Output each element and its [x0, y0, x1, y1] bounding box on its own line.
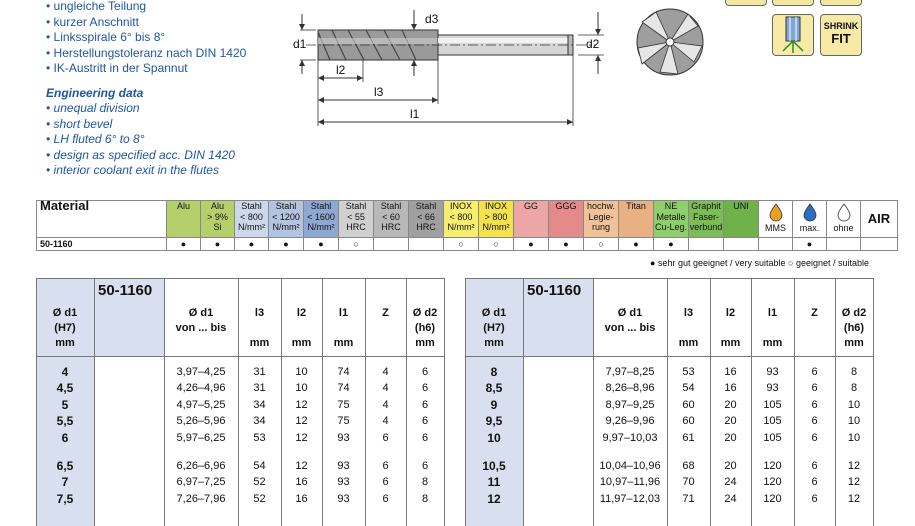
table-cell: 93	[766, 366, 779, 378]
table-cell: 93	[766, 382, 779, 395]
suitability-mark: ○	[339, 238, 374, 251]
suitability-mark: ○	[444, 238, 479, 251]
diameter-cell: 11	[487, 475, 501, 490]
table-cell: 11,97–12,03	[599, 492, 661, 505]
table-cell: 12	[295, 415, 308, 428]
dimension-table-left	[36, 278, 444, 526]
diameter-cell: 10	[487, 430, 501, 445]
material-column-header: Stahl < 800 N/mm²	[235, 201, 269, 238]
feature-item: • interior coolant exit in the flutes	[46, 163, 235, 179]
table-cell: 93	[337, 492, 350, 505]
material-column-header: hochw. Legie- rung	[584, 201, 619, 238]
material-column-header: UNI	[724, 201, 759, 238]
material-column-header: Alu	[167, 201, 201, 238]
table-cell: 6	[382, 492, 389, 505]
diameter-cell: 9,5	[485, 414, 503, 429]
dimension-table-right	[465, 278, 873, 526]
coolant-column-header	[759, 201, 793, 238]
table-cell: 5,97–6,25	[176, 431, 226, 444]
feature-item: • kurzer Anschnitt	[46, 15, 246, 31]
table-cell: 93	[337, 431, 350, 444]
tool-icon-3	[820, 0, 862, 6]
table-cell: 54	[253, 460, 266, 472]
table-cell: 6	[421, 415, 429, 428]
table-cell: 6	[811, 415, 818, 428]
article-number: 50-1160	[37, 238, 167, 251]
material-column-header: Alu > 9% Si	[201, 201, 235, 238]
feature-item: • Herstellungstoleranz nach DIN 1420	[46, 46, 246, 62]
column-divider	[873, 278, 874, 526]
header-divider	[36, 356, 444, 357]
suitability-mark: ○	[584, 238, 619, 251]
material-column-header: Graphit Faser- verbund	[689, 201, 724, 238]
column-header-l2: l2 mm	[291, 307, 312, 349]
table-cell: 120	[763, 492, 782, 505]
table-cell: 61	[682, 431, 695, 444]
features-german	[46, 0, 246, 77]
suitability-mark: ●	[793, 238, 827, 251]
suitability-mark	[759, 238, 793, 251]
fit-label: FIT	[831, 31, 851, 46]
table-cell: 16	[724, 382, 737, 395]
feature-item: • LH fluted 6° to 8°	[46, 132, 235, 148]
table-cell: 24	[724, 476, 737, 489]
table-cell: 4,97–5,25	[176, 398, 226, 411]
table-cell: 10,97–11,96	[599, 476, 661, 489]
table-cell: 12	[295, 431, 308, 444]
feature-item: • unequal division	[46, 101, 235, 117]
column-header-z: Z	[811, 307, 818, 319]
table-cell: 6	[421, 431, 429, 444]
column-header-d1: Ø d1 (H7) mm	[52, 307, 78, 349]
table-cell: 105	[763, 431, 782, 444]
table-cell: 6	[811, 366, 818, 378]
table-cell: 4	[382, 398, 389, 411]
drop-empty-icon	[836, 203, 852, 223]
coolant-label: max.	[799, 223, 820, 233]
column-header-z: Z	[382, 307, 389, 319]
material-heading: Material	[37, 201, 167, 238]
table-cell: 74	[337, 382, 350, 395]
material-column-header: GGG	[549, 201, 584, 238]
column-header-l1: l1 mm	[762, 307, 783, 349]
table-cell: 105	[763, 415, 782, 428]
dim-label-l2: l2	[336, 63, 346, 77]
table-cell: 10	[847, 415, 861, 428]
table-cell: 8,26–8,96	[605, 382, 655, 395]
table-top-border	[36, 278, 444, 279]
table-cell: 9,26–9,96	[605, 415, 655, 428]
table-cell: 7,26–7,96	[176, 492, 226, 505]
table-cell: 31	[253, 382, 266, 395]
features-english	[46, 101, 235, 179]
drop-blue-icon	[802, 203, 818, 223]
suitability-mark: ●	[549, 238, 584, 251]
table-cell: 8,97–9,25	[605, 398, 655, 411]
dim-label-l1: l1	[410, 107, 420, 121]
table-cell: 34	[253, 415, 266, 428]
material-column-header: Stahl < 55 HRC	[339, 201, 374, 238]
feature-item: • ungleiche Teilung	[46, 0, 246, 15]
table-cell: 75	[337, 398, 350, 411]
table-cell: 20	[724, 460, 737, 472]
feature-item: • design as specified acc. DIN 1420	[46, 148, 235, 164]
diameter-cell: 4,5	[56, 381, 74, 396]
table-top-border	[465, 278, 873, 279]
table-cell: 74	[337, 366, 350, 378]
table-cell: 6	[811, 398, 818, 411]
column-divider	[523, 278, 524, 526]
suitability-mark	[689, 238, 724, 251]
table-cell: 52	[253, 492, 266, 505]
material-column-header: INOX > 800 N/mm²	[479, 201, 514, 238]
table-cell: 9,97–10,03	[602, 431, 658, 444]
table-cell: 6	[421, 460, 429, 472]
table-cell: 12	[295, 398, 308, 411]
table-cell: 8	[850, 382, 858, 395]
column-header-l3: l3 mm	[249, 307, 270, 349]
shrink-fit-icon	[820, 14, 862, 56]
dim-label-d3: d3	[425, 12, 439, 26]
table-cell: 5,26–5,96	[176, 415, 226, 428]
table-cell: 8	[421, 476, 429, 489]
column-divider	[94, 278, 95, 526]
suitability-mark	[374, 238, 409, 251]
column-header-d2: Ø d2 (h6) mm	[841, 307, 867, 349]
column-header-l3: l3 mm	[678, 307, 699, 349]
table-cell: 20	[724, 415, 737, 428]
engineering-data-heading: Engineering data	[46, 86, 144, 100]
suitability-mark: ●	[654, 238, 689, 251]
article-code-title: 50-1160	[527, 282, 582, 299]
material-column-header: GG	[514, 201, 549, 238]
material-column-header: Stahl < 60 HRC	[374, 201, 409, 238]
tool-icon-2	[772, 0, 814, 6]
table-cell: 6,97–7,25	[176, 476, 226, 489]
table-cell: 6	[811, 382, 818, 395]
diameter-cell: 8	[490, 365, 498, 379]
table-cell: 6	[811, 431, 818, 444]
material-column-header: Stahl < 66 HRC	[409, 201, 444, 238]
material-column-header: INOX < 800 N/mm²	[444, 201, 479, 238]
suitability-legend: ● sehr gut geeignet / very suitable ○ geeignet / suitable	[650, 258, 870, 268]
suitability-mark: ●	[235, 238, 269, 251]
column-divider	[444, 278, 445, 526]
table-cell: 6	[811, 492, 818, 505]
diameter-cell: 10,5	[482, 459, 506, 473]
diameter-cell: 5	[61, 397, 69, 412]
table-cell: 10	[295, 366, 308, 378]
table-cell: 60	[682, 415, 695, 428]
suitability-mark: ●	[167, 238, 201, 251]
table-cell: 6	[382, 476, 389, 489]
table-cell: 6	[382, 460, 389, 472]
table-cell: 10	[295, 382, 308, 395]
material-grid	[36, 200, 898, 251]
column-header-l2: l2 mm	[720, 307, 741, 349]
diameter-cell: 7	[61, 475, 69, 490]
column-header-d1-range: Ø d1 von ... bis	[175, 307, 227, 334]
column-header-l1: l1 mm	[333, 307, 354, 349]
dim-label-d2: d2	[586, 37, 600, 51]
diameter-cell: 12	[487, 491, 501, 506]
dim-label-d1: d1	[293, 37, 307, 51]
suitability-mark: ●	[201, 238, 235, 251]
table-cell: 12	[295, 460, 308, 472]
shrink-label: SHRINK	[823, 21, 859, 31]
coolant-column-header	[827, 201, 861, 238]
column-header-d1: Ø d1 (H7) mm	[481, 307, 507, 349]
table-cell: 4	[382, 415, 389, 428]
table-cell: 20	[724, 398, 737, 411]
table-cell: 53	[682, 366, 695, 378]
table-cell: 34	[253, 398, 266, 411]
table-cell: 53	[253, 431, 266, 444]
table-cell: 6,26–6,96	[176, 460, 226, 472]
material-column-header: Stahl < 1600 N/mm²	[304, 201, 339, 238]
article-code-title: 50-1160	[98, 282, 153, 299]
table-cell: 68	[682, 460, 695, 472]
material-column-header: Titan	[619, 201, 654, 238]
diameter-cell: 7,5	[56, 491, 74, 506]
table-cell: 93	[337, 460, 350, 472]
suitability-mark: ○	[479, 238, 514, 251]
table-cell: 120	[763, 476, 782, 489]
suitability-mark	[724, 238, 759, 251]
diameter-cell: 9	[490, 397, 498, 412]
table-cell: 12	[847, 460, 861, 472]
table-cell: 12	[847, 492, 861, 505]
table-cell: 16	[295, 492, 308, 505]
column-header-d2: Ø d2 (h6) mm	[412, 307, 438, 349]
diameter-cell: 8,5	[485, 381, 503, 396]
tool-icon-1	[725, 0, 767, 6]
drop-orange-icon	[768, 203, 784, 223]
coolant-icon	[772, 14, 814, 56]
table-cell: 4	[382, 366, 389, 378]
feature-item: • IK-Austritt in der Spannut	[46, 61, 246, 77]
column-header-d1-range: Ø d1 von ... bis	[604, 307, 656, 334]
diameter-cell: 6,5	[56, 459, 74, 473]
table-cell: 8	[850, 366, 858, 378]
suitability-mark	[861, 238, 898, 251]
material-column-header: NE Metalle Cu-Leg.	[654, 201, 689, 238]
table-cell: 20	[724, 431, 737, 444]
suitability-mark: ●	[269, 238, 304, 251]
material-column-header: Stahl < 1200 N/mm²	[269, 201, 304, 238]
table-cell: 6	[421, 382, 429, 395]
air-column-header: AIR	[861, 201, 898, 238]
table-cell: 120	[763, 460, 782, 472]
table-cell: 24	[724, 492, 737, 505]
diameter-cell: 6	[61, 430, 69, 445]
table-cell: 8	[421, 492, 429, 505]
coolant-label: ohne	[833, 223, 854, 233]
table-cell: 70	[682, 476, 695, 489]
table-cell: 10	[847, 431, 861, 444]
header-divider	[465, 356, 873, 357]
table-cell: 10,04–10,96	[599, 460, 661, 472]
cutter-front-view	[628, 4, 712, 80]
table-cell: 7,97–8,25	[605, 366, 655, 378]
diameter-cell: 5,5	[56, 414, 74, 429]
suitability-mark: ●	[619, 238, 654, 251]
table-cell: 93	[337, 476, 350, 489]
diameter-cell: 4	[61, 365, 69, 379]
table-cell: 6	[811, 460, 818, 472]
table-cell: 6	[421, 366, 429, 378]
table-cell: 31	[253, 366, 266, 378]
table-cell: 16	[295, 476, 308, 489]
suitability-mark	[827, 238, 861, 251]
table-cell: 10	[847, 398, 861, 411]
feature-item: • Linksspirale 6° bis 8°	[46, 30, 246, 46]
coolant-label: MMS	[765, 223, 786, 233]
table-cell: 6	[811, 476, 818, 489]
table-cell: 54	[682, 382, 695, 395]
table-cell: 105	[763, 398, 782, 411]
table-cell: 4	[382, 382, 389, 395]
table-cell: 6	[421, 398, 429, 411]
table-cell: 4,26–4,96	[176, 382, 226, 395]
suitability-mark: ●	[304, 238, 339, 251]
table-cell: 75	[337, 415, 350, 428]
table-cell: 3,97–4,25	[176, 366, 226, 378]
table-cell: 71	[682, 492, 695, 505]
suitability-mark	[409, 238, 444, 251]
table-cell: 52	[253, 476, 266, 489]
feature-item: • short bevel	[46, 117, 235, 133]
table-cell: 60	[682, 398, 695, 411]
internal-coolant-icon	[773, 15, 813, 55]
table-cell: 6	[382, 431, 389, 444]
table-cell: 16	[724, 366, 737, 378]
table-cell: 12	[847, 476, 861, 489]
suitability-mark: ●	[514, 238, 549, 251]
dim-label-l3: l3	[374, 85, 384, 99]
coolant-column-header	[793, 201, 827, 238]
